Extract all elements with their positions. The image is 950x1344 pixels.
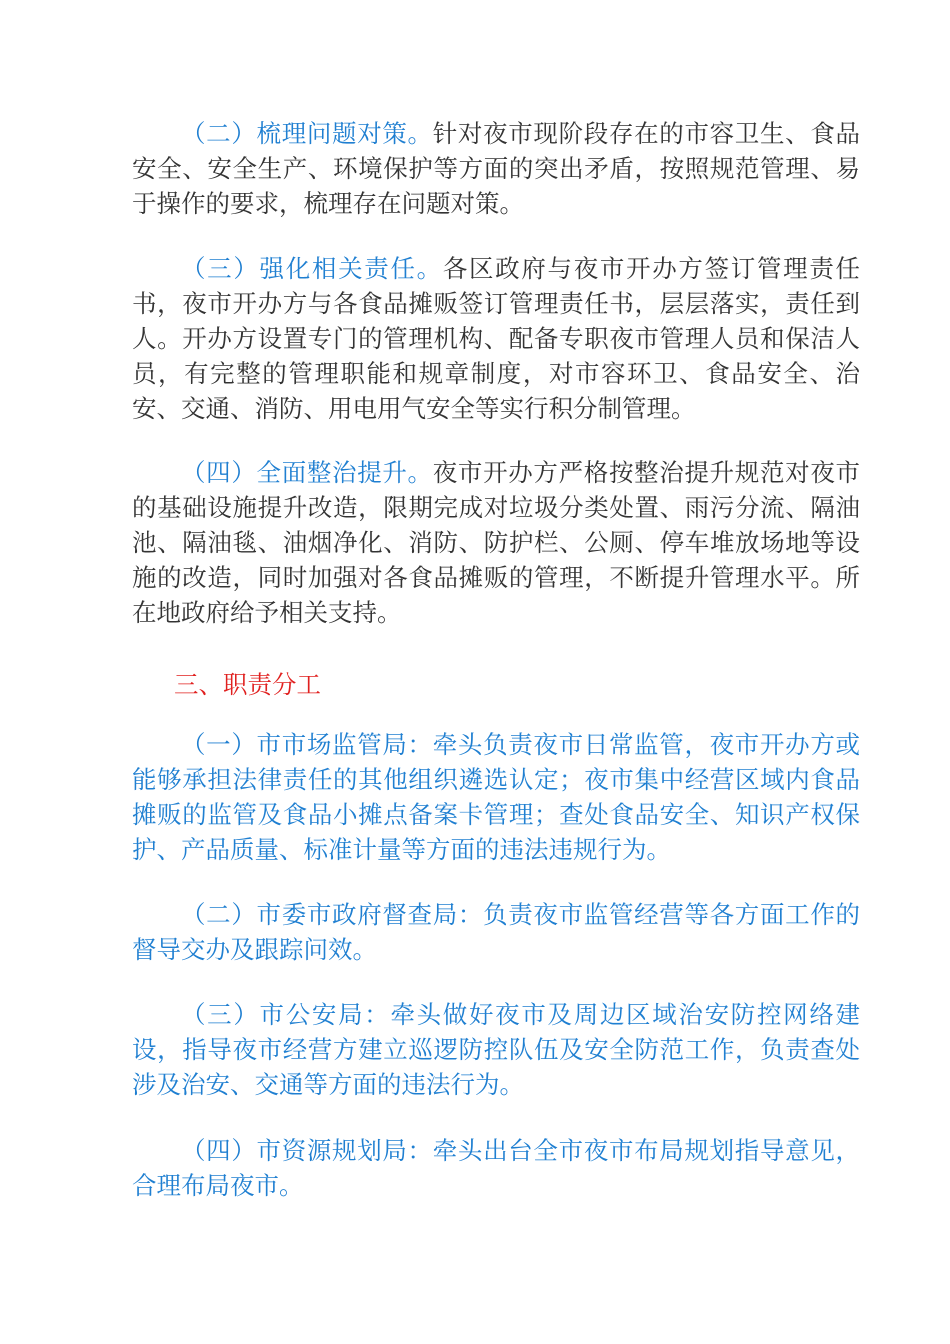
section-paragraph <box>132 455 860 630</box>
section-body: 夜市开办方严格按整治提升规范对夜市的基础设施提升改造，限期完成对垃圾分类处置、雨污分流、隔油池、隔油毯、油烟净化、消防、防护栏、公厕、停车堆放场地等设施的改造，同时加强对各食品摊贩的管理，不断提升管理水平。所在地政府给予相关支持。 <box>132 458 861 627</box>
section-heading: 三、职责分工 <box>174 670 321 699</box>
section-paragraph <box>132 251 860 426</box>
duty-paragraph: （四）市资源规划局：牵头出台全市夜市布局规划指导意见，合理布局夜市。 <box>132 1136 860 1200</box>
duty-paragraph: （三）市公安局：牵头做好夜市及周边区域治安防控网络建设，指导夜市经营方建立巡逻防控队伍及安全防范工作，负责查处涉及治安、交通等方面的违法行为。 <box>132 1000 860 1099</box>
section-body: 针对夜市现阶段存在的市容卫生、食品安全、安全生产、环境保护等方面的突出矛盾，按照规范管理、易于操作的要求，梳理存在问题对策。 <box>132 119 861 218</box>
duty-paragraph: （二）市委市政府督查局：负责夜市监管经营等各方面工作的督导交办及跟踪问效。 <box>132 900 860 964</box>
section-paragraph <box>132 116 860 221</box>
duty-paragraph: （一）市市场监管局：牵头负责夜市日常监管，夜市开办方或能够承担法律责任的其他组织遴选认定；夜市集中经营区域内食品摊贩的监管及食品小摊点备案卡管理；查处食品安全、知识产权保护、产品质量、标准计量等方面的违法违规行为。 <box>132 730 860 864</box>
section-lead: （二）梳理问题对策。 <box>181 119 433 148</box>
section-body: 各区政府与夜市开办方签订管理责任书，夜市开办方与各食品摊贩签订管理责任书，层层落实，责任到人。开办方设置专门的管理机构、配备专职夜市管理人员和保洁人员，有完整的管理职能和规章制度，对市容环卫、食品安全、治安、交通、消防、用电用气安全等实行积分制管理。 <box>132 254 861 423</box>
section-lead: （四）全面整治提升。 <box>181 458 433 487</box>
section-lead: （三）强化相关责任。 <box>181 254 443 283</box>
